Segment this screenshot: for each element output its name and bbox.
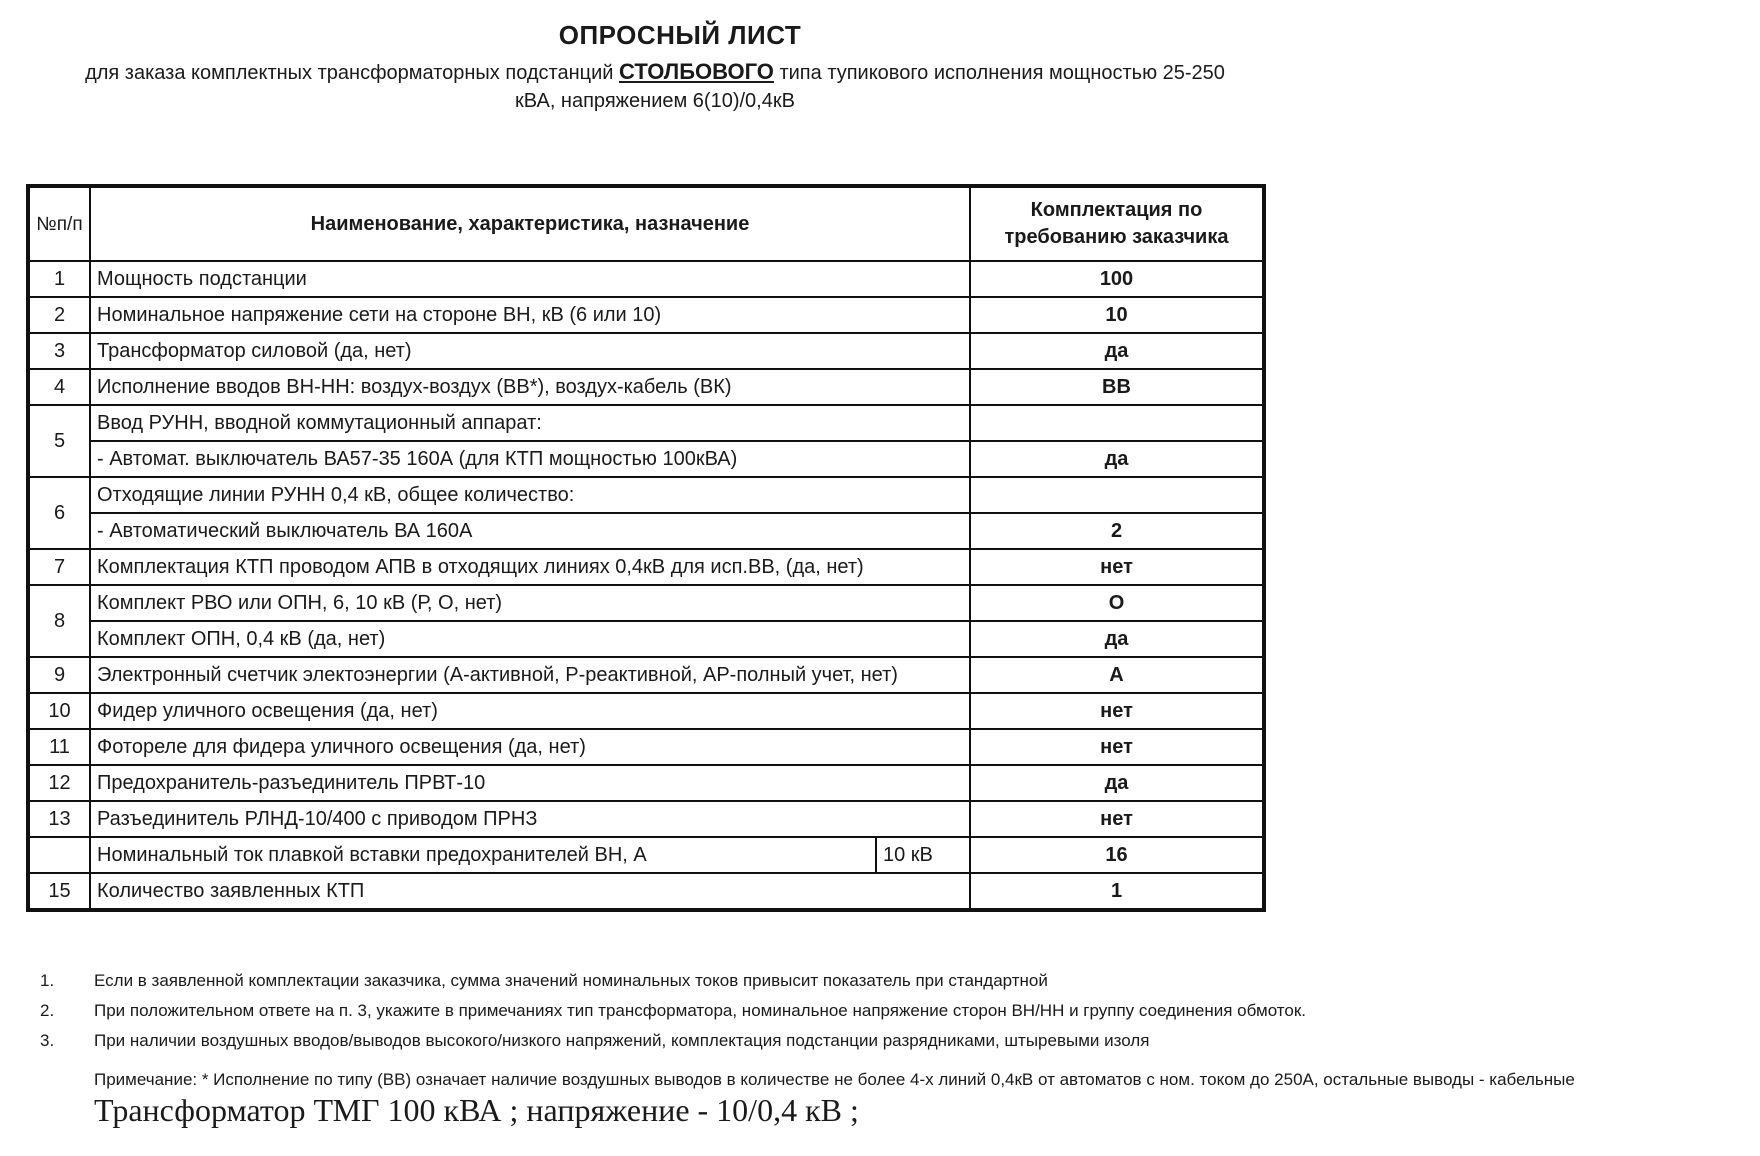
row-value: А — [970, 657, 1264, 693]
row-number: 3 — [28, 333, 90, 369]
row-value: 1 — [970, 873, 1264, 910]
footnote-text: Если в заявленной комплектации заказчика, сумма значений номинальных токов привысит показатель при стандартной — [94, 971, 1048, 990]
row-value: ВВ — [970, 369, 1264, 405]
row-subitem-value: да — [970, 441, 1264, 477]
row-number: 5 — [28, 405, 90, 477]
specification-table — [26, 184, 1266, 912]
footnote-text: При наличии воздушных вводов/выводов высокого/низкого напряжений, комплектация подстанции разрядниками, штыревыми изоля — [94, 1031, 1150, 1050]
table-row — [28, 837, 1264, 873]
row-value: нет — [970, 693, 1264, 729]
row-number: 2 — [28, 297, 90, 333]
row-name: Ввод РУНН, вводной коммутационный аппарат: — [90, 405, 970, 441]
row-number: 8 — [28, 585, 90, 657]
table-row — [28, 369, 1264, 405]
page-title: ОПРОСНЫЙ ЛИСТ — [558, 20, 802, 50]
row-value: 10 — [970, 297, 1264, 333]
row-value: нет — [970, 549, 1264, 585]
row-number: 11 — [28, 729, 90, 765]
row-value: 16 — [970, 837, 1264, 873]
row-name: Отходящие линии РУНН 0,4 кВ, общее количество: — [90, 477, 970, 513]
column-header-number: №п/п — [28, 186, 90, 261]
row-value: да — [970, 765, 1264, 801]
row-name: Трансформатор силовой (да, нет) — [90, 333, 970, 369]
row-number: 4 — [28, 369, 90, 405]
row-name: Предохранитель-разъединитель ПРВТ-10 — [90, 765, 970, 801]
row-value: 100 — [970, 261, 1264, 297]
table-row — [28, 297, 1264, 333]
table-row — [28, 657, 1264, 693]
row-subitem-name: - Автомат. выключатель ВА57-35 160А (для КТП мощностью 100кВА) — [90, 441, 970, 477]
table-row — [28, 693, 1264, 729]
subtitle-text-start: для заказа комплектных трансформаторных подстанций — [85, 62, 620, 84]
footnote-item — [40, 966, 1740, 996]
subtitle-emphasis: СТОЛБОВОГО — [619, 59, 774, 84]
table-row — [28, 477, 1264, 513]
row-subitem-name: Комплект ОПН, 0,4 кВ (да, нет) — [90, 621, 970, 657]
table-row — [28, 873, 1264, 910]
table-subrow — [28, 513, 1264, 549]
table-header-row — [28, 186, 1264, 261]
table-row — [28, 801, 1264, 837]
footnotes — [40, 966, 1740, 1056]
subtitle-line-2: кВА, напряжением 6(10)/0,4кВ — [515, 90, 795, 112]
table-row — [28, 765, 1264, 801]
table-row — [28, 333, 1264, 369]
column-header-name: Наименование, характеристика, назначение — [90, 186, 970, 261]
footnote-number: 3. — [40, 1031, 55, 1050]
row-value: нет — [970, 729, 1264, 765]
column-header-value: Комплектация по требованию заказчика — [970, 186, 1264, 261]
footnote-number: 2. — [40, 1001, 55, 1020]
handwritten-note: Трансформатор ТМГ 100 кВА ; напряжение - 10/0,4 кВ ; — [94, 1092, 859, 1128]
page-subtitle — [30, 58, 1280, 115]
row-name: Комплект РВО или ОПН, 6, 10 кВ (Р, О, нет) — [90, 585, 970, 621]
row-name: Мощность подстанции — [90, 261, 970, 297]
row-voltage-class: 10 кВ — [876, 837, 970, 873]
row-number: 15 — [28, 873, 90, 910]
row-name: Комплектация КТП проводом АПВ в отходящих линиях 0,4кВ для исп.ВВ, (да, нет) — [90, 549, 970, 585]
row-number: 7 — [28, 549, 90, 585]
row-number: 9 — [28, 657, 90, 693]
table-row — [28, 549, 1264, 585]
table-row — [28, 405, 1264, 441]
row-value: О — [970, 585, 1264, 621]
row-value: нет — [970, 801, 1264, 837]
row-name: Номинальный ток плавкой вставки предохранителей ВН, А — [90, 837, 876, 873]
row-name: Фидер уличного освещения (да, нет) — [90, 693, 970, 729]
row-number: 1 — [28, 261, 90, 297]
subtitle-text-end: типа тупикового исполнения мощностью 25-250 — [773, 62, 1225, 84]
row-number: 10 — [28, 693, 90, 729]
row-value — [970, 477, 1264, 513]
row-name: Фотореле для фидера уличного освещения (да, нет) — [90, 729, 970, 765]
row-subitem-value: 2 — [970, 513, 1264, 549]
row-number: 13 — [28, 801, 90, 837]
row-value — [970, 405, 1264, 441]
footnote-item — [40, 1026, 1740, 1056]
row-number: 6 — [28, 477, 90, 549]
table-row — [28, 585, 1264, 621]
row-name: Количество заявленных КТП — [90, 873, 970, 910]
table-row — [28, 261, 1264, 297]
remark-note: Примечание: * Исполнение по типу (ВВ) означает наличие воздушных выводов в количестве не более 4-х линий 0,4кВ от автоматов с ном. током до 250А, остальные выводы - кабельные — [94, 1070, 1575, 1089]
footnote-text: При положительном ответе на п. 3, укажите в примечаниях тип трансформатора, номинальное напряжение сторон ВН/НН и группу соединения обмоток. — [94, 1001, 1306, 1020]
row-value: да — [970, 333, 1264, 369]
row-subitem-value: да — [970, 621, 1264, 657]
row-subitem-name: - Автоматический выключатель ВА 160А — [90, 513, 970, 549]
row-name: Электронный счетчик электоэнергии (А-активной, Р-реактивной, АР-полный учет, нет) — [90, 657, 970, 693]
table-row — [28, 729, 1264, 765]
footnote-number: 1. — [40, 971, 55, 990]
footnote-item — [40, 996, 1740, 1026]
row-number — [28, 837, 90, 873]
row-name: Номинальное напряжение сети на стороне ВН, кВ (6 или 10) — [90, 297, 970, 333]
row-number: 12 — [28, 765, 90, 801]
table-subrow — [28, 621, 1264, 657]
table-subrow — [28, 441, 1264, 477]
row-name: Исполнение вводов ВН-НН: воздух-воздух (ВВ*), воздух-кабель (ВК) — [90, 369, 970, 405]
row-name: Разъединитель РЛНД-10/400 с приводом ПРНЗ — [90, 801, 970, 837]
